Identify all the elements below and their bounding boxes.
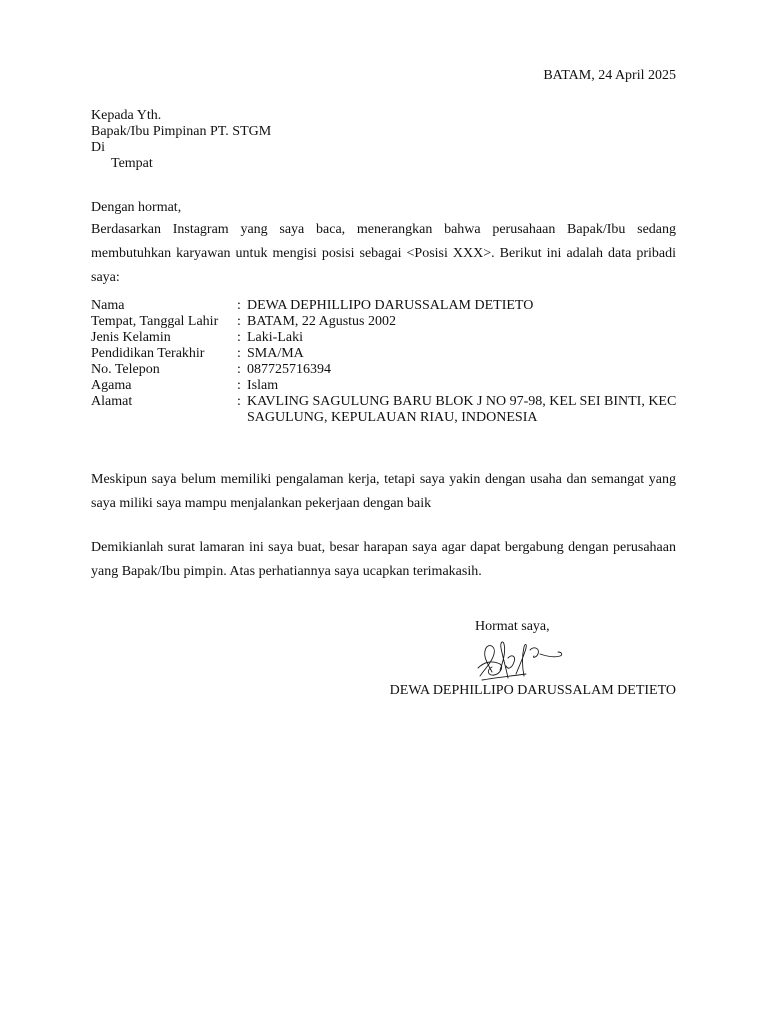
data-value: SMA/MA (247, 346, 304, 361)
personal-data-row (91, 362, 681, 378)
data-label: Jenis Kelamin (91, 330, 171, 345)
data-value: 087725716394 (247, 362, 331, 377)
data-separator: : (237, 378, 241, 393)
data-separator: : (237, 314, 241, 329)
data-label: Alamat (91, 394, 133, 409)
data-separator: : (237, 362, 241, 377)
data-value: KAVLING SAGULUNG BARU BLOK J NO 97-98, KEL SEI BINTI, KEC SAGULUNG, KEPULAUAN RIAU, INDONESIA (247, 394, 677, 425)
signer-name: DEWA DEPHILLIPO DARUSSALAM DETIETO (389, 683, 676, 698)
body-paragraph-2: Meskipun saya belum memiliki pengalaman kerja, tetapi saya yakin dengan usaha dan semangat yang saya miliki saya mampu menjalankan pekerjaan dengan baik (91, 472, 676, 511)
personal-data-table (91, 298, 681, 426)
data-label: Nama (91, 298, 125, 313)
addressee-line-2: Bapak/Ibu Pimpinan PT. STGM (91, 124, 272, 139)
personal-data-row (91, 314, 681, 330)
addressee-block (91, 108, 271, 172)
personal-data-row (91, 394, 681, 426)
intro-paragraph: Berdasarkan Instagram yang saya baca, menerangkan bahwa perusahaan Bapak/Ibu sedang membutuhkan karyawan untuk mengisi posisi sebagai <Posisi XXX>. Berikut ini adalah data pribadi saya: (91, 222, 676, 285)
personal-data-row (91, 298, 681, 314)
personal-data-row (91, 330, 681, 346)
data-label: No. Telepon (91, 362, 160, 377)
addressee-line-4: Tempat (111, 156, 153, 171)
data-value: DEWA DEPHILLIPO DARUSSALAM DETIETO (247, 298, 534, 313)
data-label: Agama (91, 378, 132, 393)
data-value: Islam (247, 378, 279, 393)
addressee-line-3: Di (91, 140, 105, 155)
personal-data-row (91, 378, 681, 394)
letter-date: BATAM, 24 April 2025 (543, 68, 676, 83)
data-separator: : (237, 394, 241, 409)
data-label: Pendidikan Terakhir (91, 346, 205, 361)
greeting: Dengan hormat, (91, 200, 182, 215)
data-separator: : (237, 330, 241, 345)
addressee-line-1: Kepada Yth. (91, 108, 162, 123)
closing-salutation: Hormat saya, (475, 619, 550, 634)
data-separator: : (237, 298, 241, 313)
data-value: Laki-Laki (247, 330, 303, 345)
data-separator: : (237, 346, 241, 361)
body-paragraph-3: Demikianlah surat lamaran ini saya buat, besar harapan saya agar dapat bergabung dengan perusahaan yang Bapak/Ibu pimpin. Atas perhatiannya saya ucapkan terimakasih. (91, 540, 676, 579)
handwritten-signature (470, 634, 570, 684)
personal-data-row (91, 346, 681, 362)
data-value: BATAM, 22 Agustus 2002 (247, 314, 397, 329)
data-label: Tempat, Tanggal Lahir (91, 314, 219, 329)
